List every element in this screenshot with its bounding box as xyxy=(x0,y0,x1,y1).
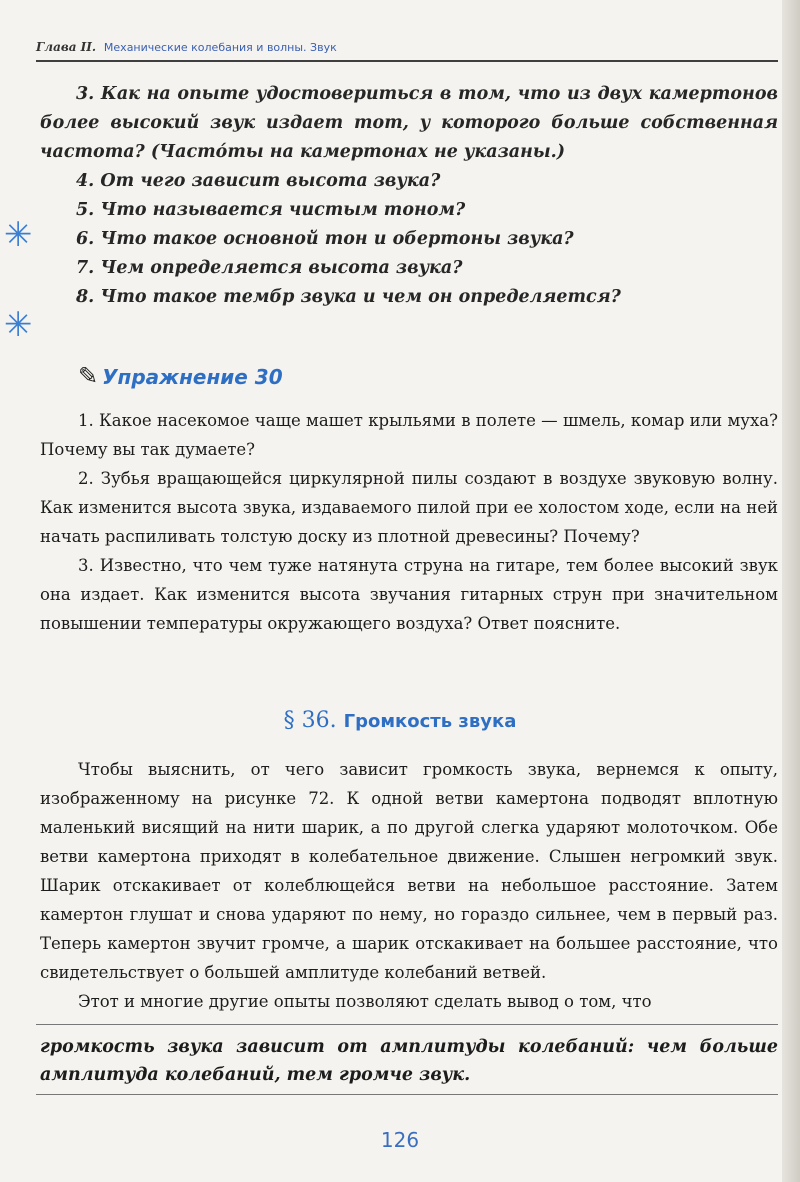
section-number: § 36. xyxy=(283,708,337,733)
question-item: 8. Что такое тембр звука и чем он определяется? xyxy=(76,287,621,307)
question-item: 4. От чего зависит высота звука? xyxy=(76,171,441,191)
page-number: 126 xyxy=(380,1128,420,1152)
exercise-list xyxy=(40,406,778,638)
conclusion-top-rule xyxy=(36,1024,778,1025)
conclusion-statement: громкость звука зависит от амплитуды колебаний: чем больше амплитуда колебаний, тем громче звук. xyxy=(40,1037,778,1085)
question-item: 5. Что называется чистым тоном? xyxy=(76,200,466,220)
running-header xyxy=(36,40,776,54)
header-divider xyxy=(36,60,778,62)
question-item: 6. Что такое основной тон и обертоны звука? xyxy=(76,229,574,249)
section-body xyxy=(40,755,778,1016)
asterisk-star-icon: ✳ xyxy=(4,305,33,345)
question-item: 7. Чем определяется высота звука? xyxy=(76,258,463,278)
review-questions xyxy=(40,80,778,312)
question-item: 3. Как на опыте удостовериться в том, что из двух камертонов более высокий звук издает тот, у которого больше собственная частота? (Частóты на камертонах не указаны.) xyxy=(40,84,778,162)
chapter-topic: Механические колебания и волны. Звук xyxy=(103,41,337,54)
exercise-item: 3. Известно, что чем туже натянута струна на гитаре, тем более высокий звук она издает. Как изменится высота звучания гитарных струн при значительном повышении температуры окружающего воздуха? Ответ поясните. xyxy=(40,556,778,633)
body-paragraph: Этот и многие другие опыты позволяют сделать вывод о том, что xyxy=(78,992,652,1011)
exercise-item: 2. Зубья вращающейся циркулярной пилы создают в воздухе звуковую волну. Как изменится высота звука, издаваемого пилой при ее холостом ходе, если на ней начать распиливать толстую доску из плотной древесины? Почему? xyxy=(40,469,778,546)
exercise-mark-icon: ✎ xyxy=(78,362,99,390)
section-heading xyxy=(0,708,800,733)
exercise-heading xyxy=(78,362,283,390)
body-paragraph: Чтобы выяснить, от чего зависит громкость звука, вернемся к опыту, изображенному на рисунке 72. К одной ветви камертона подводят вплотную маленький висящий на нити шарик, а по другой слегка ударяют молоточком. Обе ветви камертона приходят в колебательное движение. Слышен негромкий звук. Шарик отскакивает от колеблющейся ветви на небольшое расстояние. Затем камертон глушат и снова ударяют по нему, но гораздо сильнее, чем в первый раз. Теперь камертон звучит громче, а шарик отскакивает на большее расстояние, что свидетельствует о большей амплитуде колебаний ветвей. xyxy=(40,760,778,982)
exercise-title: Упражнение 30 xyxy=(102,365,283,389)
asterisk-star-icon: ✳ xyxy=(4,215,33,255)
section-title: Громкость звука xyxy=(343,711,517,732)
conclusion-bottom-rule xyxy=(36,1094,778,1095)
exercise-item: 1. Какое насекомое чаще машет крыльями в полете — шмель, комар или муха? Почему вы так думаете? xyxy=(40,411,778,459)
page-edge-shadow xyxy=(782,0,800,1182)
chapter-label: Глава II. xyxy=(36,40,97,54)
